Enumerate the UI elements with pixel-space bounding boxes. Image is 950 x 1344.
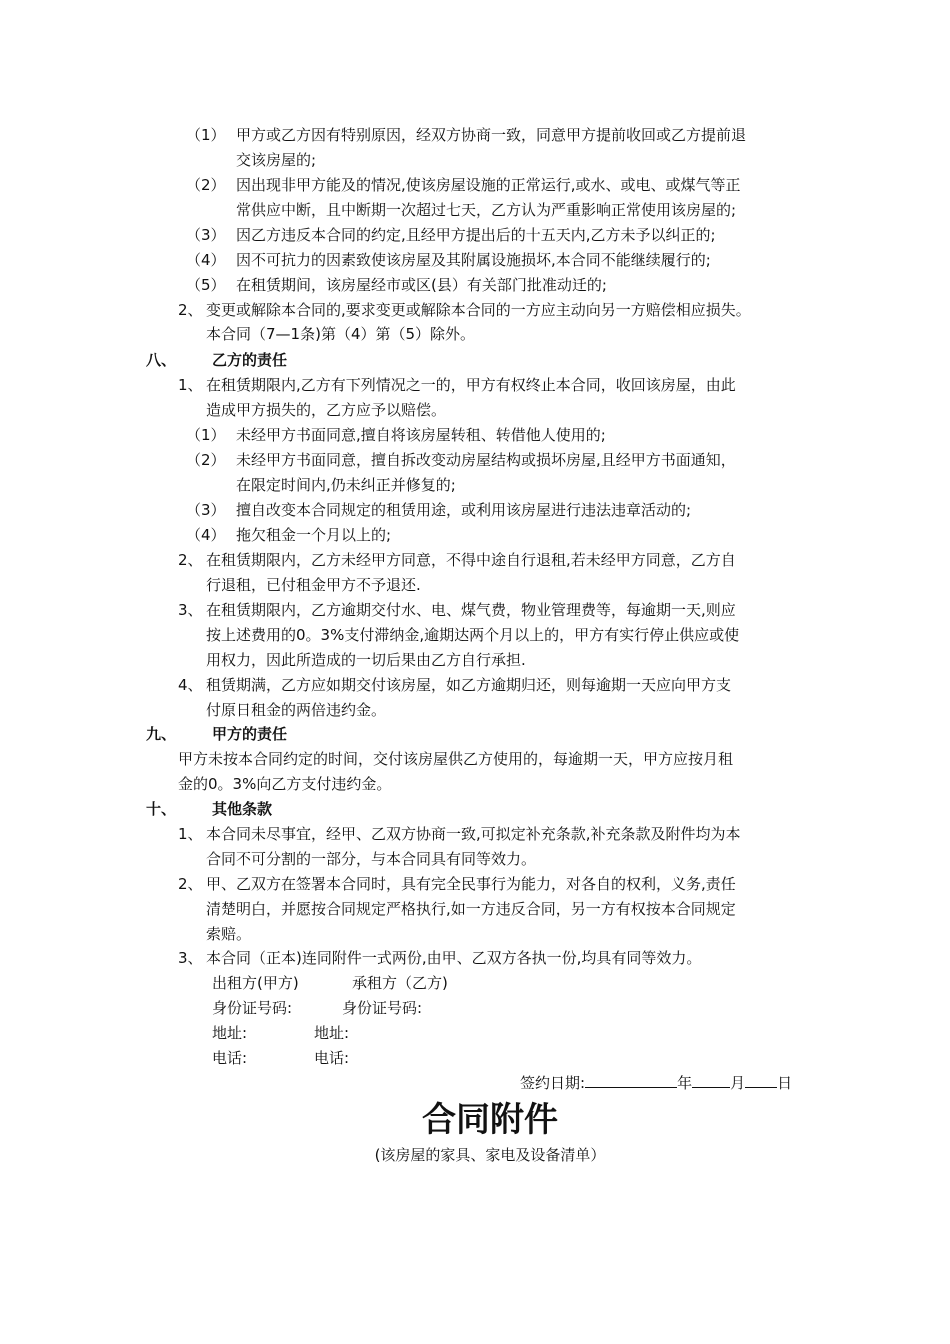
clause-number: （2） — [186, 176, 226, 194]
clause-text: 未经甲方书面同意,擅自将该房屋转租、转借他人使用的; — [236, 426, 606, 444]
clause-text: 未经甲方书面同意，擅自拆改变动房屋结构或损坏房屋,且经甲方书面通知， — [236, 451, 736, 469]
point-number: 1、 — [178, 825, 203, 843]
clause-number: （1） — [186, 426, 226, 444]
clause-text: 在限定时间内,仍未纠正并修复的; — [236, 476, 456, 494]
section-heading: 乙方的责任 — [212, 351, 288, 369]
point-text: 甲、乙双方在签署本合同时，具有完全民事行为能力，对各自的权利，义务,责任 — [206, 875, 736, 893]
lessee-id-label: 身份证号码: — [342, 999, 423, 1017]
signing-date-label: 签约日期: — [520, 1074, 586, 1092]
section-number: 八、 — [146, 351, 177, 369]
date-month-blank — [692, 1071, 730, 1088]
month-label: 月 — [730, 1074, 746, 1092]
point-number: 1、 — [178, 376, 203, 394]
clause-text: 在租赁期间，该房屋经市或区(县）有关部门批准动迁的; — [236, 276, 607, 294]
point-number: 2、 — [178, 875, 203, 893]
point-text: 变更或解除本合同的,要求变更或解除本合同的一方应主动向另一方赔偿相应损失。 — [206, 301, 751, 319]
lessor-id-label: 身份证号码: — [212, 999, 293, 1017]
attachment-title: 合同附件 — [422, 1100, 558, 1140]
point-number: 3、 — [178, 601, 203, 619]
clause-number: （1） — [186, 126, 226, 144]
clause-text: 擅自改变本合同规定的租赁用途，或利用该房屋进行违法违章活动的; — [236, 501, 692, 519]
point-text: 在租赁期限内,乙方有下列情况之一的，甲方有权终止本合同，收回该房屋，由此 — [206, 376, 736, 394]
clause-text: 拖欠租金一个月以上的; — [236, 526, 392, 544]
point-text: 用权力，因此所造成的一切后果由乙方自行承担. — [206, 651, 526, 669]
point-number: 2、 — [178, 551, 203, 569]
clause-text: 常供应中断，且中断期一次超过七天，乙方认为严重影响正常使用该房屋的; — [236, 201, 737, 219]
point-text: 清楚明白，并愿按合同规定严格执行,如一方违反合同，另一方有权按本合同规定 — [206, 900, 736, 918]
lessor-address-label: 地址: — [212, 1024, 248, 1042]
point-text: 本合同（正本)连同附件一式两份,由甲、乙双方各执一份,均具有同等效力。 — [206, 949, 702, 967]
clause-text: 交该房屋的; — [236, 151, 317, 169]
point-text: 行退租，已付租金甲方不予退还. — [206, 576, 421, 594]
section-number: 十、 — [146, 800, 177, 818]
lessor-phone-label: 电话: — [212, 1049, 248, 1067]
clause-text: 因乙方违反本合同的约定,且经甲方提出后的十五天内,乙方未予以纠正的; — [236, 226, 716, 244]
signing-date-line — [520, 1071, 792, 1094]
lessee-label: 承租方（乙方) — [352, 974, 448, 992]
clause-number: （4） — [186, 526, 226, 544]
point-text: 本合同（7—1条)第（4）第（5）除外。 — [206, 325, 476, 343]
point-text: 在租赁期限内，乙方未经甲方同意，不得中途自行退租,若未经甲方同意，乙方自 — [206, 551, 736, 569]
year-label: 年 — [677, 1074, 693, 1092]
lessee-address-label: 地址: — [314, 1024, 350, 1042]
point-text: 本合同未尽事宜，经甲、乙双方协商一致,可拟定补充条款,补充条款及附件均为本 — [206, 825, 741, 843]
point-text: 租赁期满，乙方应如期交付该房屋，如乙方逾期归还，则每逾期一天应向甲方支 — [206, 676, 732, 694]
point-text: 按上述费用的0。3%支付滞纳金,逾期达两个月以上的，甲方有实行停止供应或使 — [206, 626, 740, 644]
section-text: 金的0。3%向乙方支付违约金。 — [178, 775, 392, 793]
point-text: 合同不可分割的一部分，与本合同具有同等效力。 — [206, 850, 537, 868]
section-number: 九、 — [146, 725, 177, 743]
clause-text: 因不可抗力的因素致使该房屋及其附属设施损坏,本合同不能继续履行的; — [236, 251, 711, 269]
section-text: 甲方未按本合同约定的时间，交付该房屋供乙方使用的，每逾期一天，甲方应按月租 — [178, 750, 734, 768]
date-day-blank — [745, 1071, 777, 1088]
point-text: 造成甲方损失的，乙方应予以赔偿。 — [206, 401, 447, 419]
point-text: 在租赁期限内，乙方逾期交付水、电、煤气费，物业管理费等，每逾期一天,则应 — [206, 601, 736, 619]
point-text: 付原日租金的两倍违约金。 — [206, 701, 387, 719]
clause-number: （3） — [186, 501, 226, 519]
section-heading: 甲方的责任 — [212, 725, 288, 743]
section-heading: 其他条款 — [212, 800, 273, 818]
clause-number: （4） — [186, 251, 226, 269]
point-number: 3、 — [178, 949, 203, 967]
clause-number: （3） — [186, 226, 226, 244]
clause-number: （5） — [186, 276, 226, 294]
clause-number: （2） — [186, 451, 226, 469]
lessor-label: 出租方(甲方) — [212, 974, 299, 992]
day-label: 日 — [777, 1074, 793, 1092]
point-number: 2、 — [178, 301, 203, 319]
point-number: 4、 — [178, 676, 203, 694]
lessee-phone-label: 电话: — [314, 1049, 350, 1067]
attachment-subtitle: (该房屋的家具、家电及设备清单） — [374, 1146, 606, 1164]
clause-text: 甲方或乙方因有特别原因，经双方协商一致，同意甲方提前收回或乙方提前退 — [236, 126, 747, 144]
clause-text: 因出现非甲方能及的情况,使该房屋设施的正常运行,或水、或电、或煤气等正 — [236, 176, 741, 194]
point-text: 索赔。 — [206, 925, 252, 943]
date-year-blank — [585, 1071, 677, 1088]
